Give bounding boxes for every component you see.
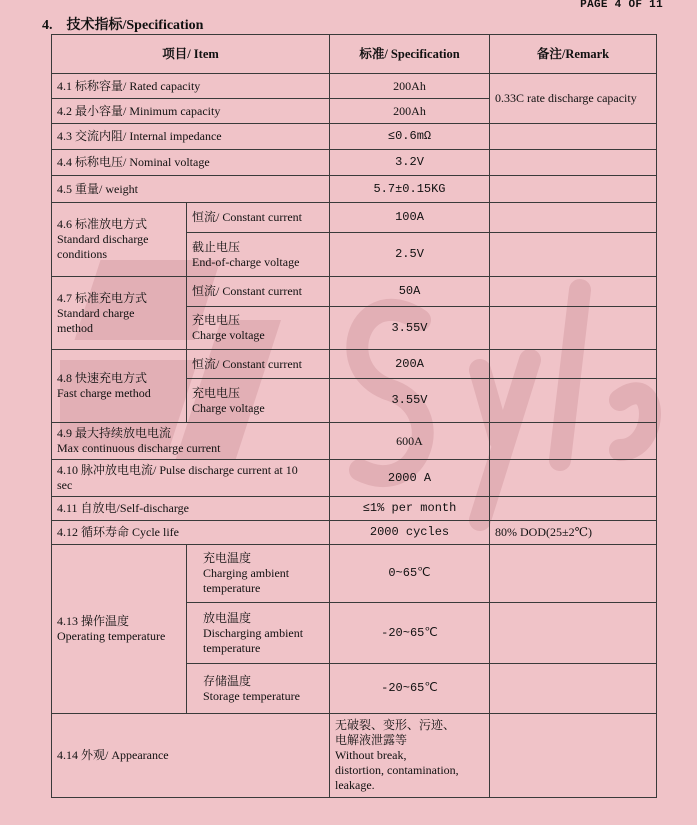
sub-item-en: End-of-charge voltage (192, 254, 300, 269)
table-row (52, 497, 657, 521)
item-en: method (57, 320, 93, 335)
table-row (52, 350, 657, 379)
remark-cell (490, 664, 657, 714)
specification-table (51, 34, 657, 798)
item-cell (52, 277, 187, 350)
spec-cell: 100A (330, 203, 490, 233)
spec-cell: 2000 cycles (330, 521, 490, 545)
table-row (52, 150, 657, 176)
sub-item-cn: 充电温度 (203, 551, 252, 565)
remark-cell (490, 150, 657, 176)
spec-line: Without break, (335, 748, 407, 762)
item-en: conditions (57, 247, 107, 261)
item-cell: 4.2 最小容量/ Minimum capacity (52, 99, 330, 124)
remark-cell (490, 545, 657, 603)
table-row (52, 714, 657, 798)
header-specification: 标准/ Specification (330, 35, 490, 74)
sub-item-en: temperature (203, 581, 261, 595)
table-row (52, 460, 657, 497)
item-cn: 4.13 操作温度 (57, 614, 130, 628)
header-item: 项目/ Item (52, 35, 330, 74)
sub-item-cn: 存储温度 (203, 673, 252, 688)
spec-cell: 3.2V (330, 150, 490, 176)
remark-cell (490, 423, 657, 460)
sub-item-cell (187, 307, 330, 350)
sub-item-cell (187, 603, 330, 664)
item-en: Fast charge method (57, 386, 151, 400)
spec-cell: 200A (330, 350, 490, 379)
remark-cell (490, 307, 657, 350)
sub-item-en: Discharging ambient (203, 625, 304, 640)
item-en: Operating temperature (57, 629, 166, 643)
sub-item-en: temperature (203, 640, 261, 655)
sub-item-cell (187, 664, 330, 714)
sub-item-cn: 截止电压 (192, 239, 241, 254)
item-cell (52, 545, 187, 714)
item-cell: 4.3 交流内阻/ Internal impedance (52, 124, 330, 150)
section-title: 技术指标/Specification (66, 18, 204, 33)
remark-cell (490, 379, 657, 423)
spec-line: leakage. (335, 778, 375, 792)
spec-cell: 600A (330, 423, 490, 460)
spec-cell: 2000 A (330, 460, 490, 497)
table-row (52, 124, 657, 150)
table-row (52, 74, 657, 99)
sub-item-en: Charging ambient (203, 566, 290, 580)
item-en: Max continuous discharge current (57, 441, 221, 455)
remark-cell (490, 233, 657, 277)
table-row (52, 176, 657, 203)
header-remark: 备注/Remark (490, 35, 657, 74)
spec-cell (330, 714, 490, 798)
remark-cell (490, 497, 657, 521)
sub-item-cn: 充电电压 (192, 313, 241, 327)
remark-cell (490, 203, 657, 233)
table-row (52, 545, 657, 603)
sub-item-cell: 恒流/ Constant current (187, 277, 330, 307)
table-header-row (52, 35, 657, 74)
spec-cell: 50A (330, 277, 490, 307)
item-cell: 4.11 自放电/Self-discharge (52, 497, 330, 521)
item-cn: 4.8 快速充电方式 (57, 371, 148, 385)
item-cn: 4.9 最大持续放电电流 (57, 426, 172, 440)
remark-cell (490, 124, 657, 150)
remark-cell (490, 714, 657, 798)
remark-cell (490, 460, 657, 497)
item-line: sec (57, 478, 73, 492)
table-row (52, 203, 657, 233)
spec-cell: -20~65℃ (330, 603, 490, 664)
item-line: 4.10 脉冲放电电流/ Pulse discharge current at 10 (57, 463, 298, 477)
spec-cell: -20~65℃ (330, 664, 490, 714)
remark-cell (490, 176, 657, 203)
sub-item-en: Charge voltage (192, 328, 265, 342)
sub-item-cell: 恒流/ Constant current (187, 203, 330, 233)
spec-cell: 5.7±0.15KG (330, 176, 490, 203)
sub-item-en: Charge voltage (192, 400, 265, 415)
remark-cell: 80% DOD(25±2℃) (490, 521, 657, 545)
page-number: PAGE 4 OF 11 (580, 0, 663, 11)
item-cn: 4.6 标准放电方式 (57, 217, 148, 231)
sub-item-cell (187, 233, 330, 277)
sub-item-cell (187, 545, 330, 603)
item-cn: 4.7 标准充电方式 (57, 290, 148, 305)
item-cell: 4.5 重量/ weight (52, 176, 330, 203)
item-cell (52, 350, 187, 423)
table-row (52, 521, 657, 545)
spec-line: distortion, contamination, (335, 763, 459, 777)
item-cell: 4.4 标称电压/ Nominal voltage (52, 150, 330, 176)
spec-cell: 0~65℃ (330, 545, 490, 603)
sub-item-cell (187, 379, 330, 423)
sub-item-cn: 充电电压 (192, 385, 241, 400)
item-cell: 4.1 标称容量/ Rated capacity (52, 74, 330, 99)
spec-cell: ≤0.6mΩ (330, 124, 490, 150)
section-heading (42, 14, 203, 34)
item-cell (52, 460, 330, 497)
item-cell (52, 423, 330, 460)
remark-cell (490, 603, 657, 664)
item-en: Standard discharge (57, 232, 149, 246)
remark-cell (490, 277, 657, 307)
spec-line: 无破裂、变形、污迹、 (335, 718, 456, 732)
remark-cell: 0.33C rate discharge capacity (490, 74, 657, 124)
sub-item-en: Storage temperature (203, 688, 300, 703)
spec-cell: 3.55V (330, 307, 490, 350)
item-cell: 4.14 外观/ Appearance (52, 714, 330, 798)
spec-line: 电解液泄露等 (335, 733, 408, 747)
spec-cell: ≤1% per month (330, 497, 490, 521)
section-number: 4. (42, 18, 53, 33)
item-cell (52, 203, 187, 277)
table-row (52, 277, 657, 307)
spec-cell: 3.55V (330, 379, 490, 423)
spec-cell: 200Ah (330, 74, 490, 99)
item-en: Standard charge (57, 305, 135, 320)
sub-item-cell: 恒流/ Constant current (187, 350, 330, 379)
sub-item-cn: 放电温度 (203, 610, 252, 625)
spec-cell: 200Ah (330, 99, 490, 124)
spec-cell: 2.5V (330, 233, 490, 277)
table-row (52, 423, 657, 460)
remark-cell (490, 350, 657, 379)
item-cell: 4.12 循环寿命 Cycle life (52, 521, 330, 545)
